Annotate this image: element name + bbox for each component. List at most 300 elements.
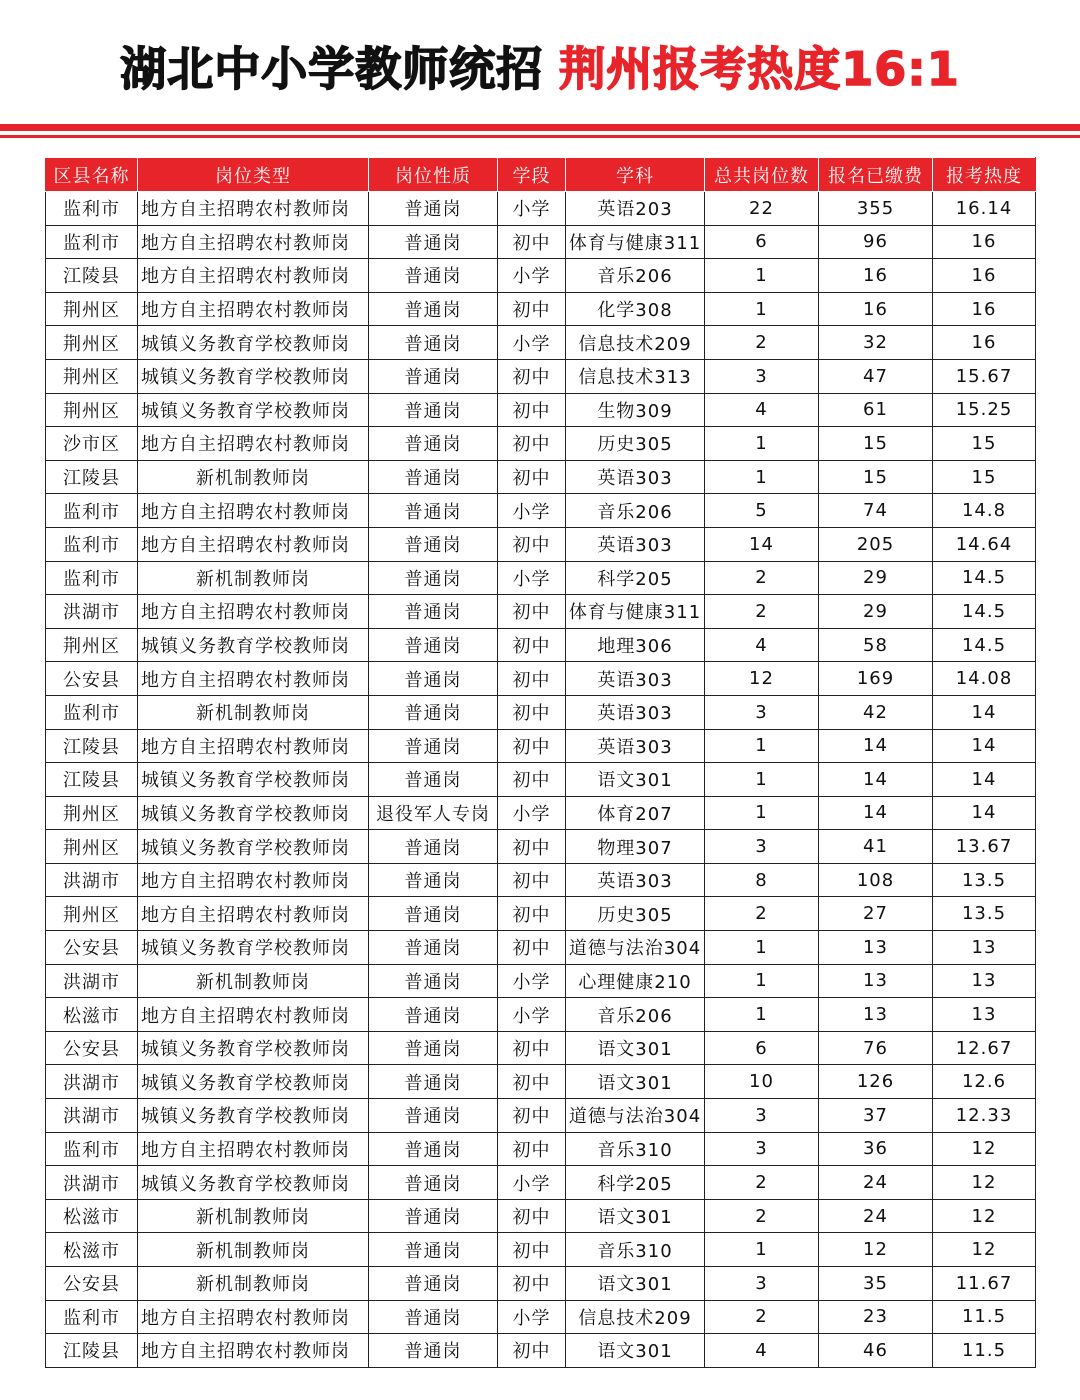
cell-paid-registrations: 23 (819, 1300, 933, 1334)
cell-position-type: 地方自主招聘农村教师岗 (138, 863, 369, 897)
column-header-district: 区县名称 (46, 158, 138, 192)
cell-district: 洪湖市 (46, 1166, 138, 1200)
cell-subject: 体育207 (566, 796, 705, 830)
cell-district: 荆州区 (46, 393, 138, 427)
cell-subject: 英语303 (566, 662, 705, 696)
cell-position-nature: 普通岗 (369, 897, 498, 931)
cell-school-level: 初中 (498, 527, 566, 561)
cell-position-type: 地方自主招聘农村教师岗 (138, 527, 369, 561)
cell-total-positions: 14 (705, 527, 819, 561)
cell-position-nature: 退役军人专岗 (369, 796, 498, 830)
column-header-total-positions: 总共岗位数 (705, 158, 819, 192)
cell-total-positions: 2 (705, 326, 819, 360)
cell-paid-registrations: 24 (819, 1199, 933, 1233)
cell-position-type: 城镇义务教育学校教师岗 (138, 931, 369, 965)
table-row (46, 628, 1036, 662)
cell-position-nature: 普通岗 (369, 393, 498, 427)
cell-district: 洪湖市 (46, 1099, 138, 1133)
table-row (46, 830, 1036, 864)
cell-total-positions: 2 (705, 1166, 819, 1200)
cell-paid-registrations: 96 (819, 225, 933, 259)
cell-district: 监利市 (46, 1132, 138, 1166)
table-row (46, 1300, 1036, 1334)
cell-subject: 道德与法治304 (566, 1099, 705, 1133)
cell-total-positions: 3 (705, 1099, 819, 1133)
cell-paid-registrations: 13 (819, 964, 933, 998)
table-row (46, 259, 1036, 293)
table-row (46, 359, 1036, 393)
cell-district: 监利市 (46, 561, 138, 595)
cell-application-ratio: 16 (933, 292, 1036, 326)
cell-position-type: 地方自主招聘农村教师岗 (138, 292, 369, 326)
cell-paid-registrations: 13 (819, 931, 933, 965)
cell-school-level: 初中 (498, 931, 566, 965)
cell-position-type: 地方自主招聘农村教师岗 (138, 662, 369, 696)
cell-position-type: 新机制教师岗 (138, 460, 369, 494)
recruitment-table (45, 157, 1036, 1368)
cell-school-level: 小学 (498, 561, 566, 595)
cell-district: 松滋市 (46, 998, 138, 1032)
cell-subject: 英语303 (566, 695, 705, 729)
cell-school-level: 初中 (498, 1334, 566, 1368)
cell-school-level: 小学 (498, 964, 566, 998)
cell-district: 洪湖市 (46, 964, 138, 998)
cell-application-ratio: 16.14 (933, 192, 1036, 226)
page-title (0, 34, 1080, 104)
cell-subject: 科学205 (566, 561, 705, 595)
cell-application-ratio: 13.67 (933, 830, 1036, 864)
cell-subject: 体育与健康311 (566, 595, 705, 629)
cell-paid-registrations: 74 (819, 494, 933, 528)
cell-position-nature: 普通岗 (369, 964, 498, 998)
table-header-row (46, 158, 1036, 192)
cell-paid-registrations: 13 (819, 998, 933, 1032)
cell-position-nature: 普通岗 (369, 1065, 498, 1099)
cell-subject: 语文301 (566, 1065, 705, 1099)
cell-position-nature: 普通岗 (369, 494, 498, 528)
cell-total-positions: 4 (705, 393, 819, 427)
table-row (46, 1233, 1036, 1267)
cell-position-type: 地方自主招聘农村教师岗 (138, 595, 369, 629)
table-row (46, 931, 1036, 965)
cell-application-ratio: 11.5 (933, 1300, 1036, 1334)
cell-subject: 语文301 (566, 1334, 705, 1368)
cell-position-nature: 普通岗 (369, 1132, 498, 1166)
cell-position-type: 新机制教师岗 (138, 964, 369, 998)
table-body (46, 192, 1036, 1368)
cell-position-nature: 普通岗 (369, 460, 498, 494)
cell-application-ratio: 14.5 (933, 628, 1036, 662)
cell-school-level: 初中 (498, 1199, 566, 1233)
cell-position-type: 城镇义务教育学校教师岗 (138, 359, 369, 393)
cell-paid-registrations: 37 (819, 1099, 933, 1133)
cell-position-nature: 普通岗 (369, 326, 498, 360)
cell-school-level: 初中 (498, 1031, 566, 1065)
cell-application-ratio: 16 (933, 326, 1036, 360)
cell-position-nature: 普通岗 (369, 729, 498, 763)
cell-position-type: 城镇义务教育学校教师岗 (138, 796, 369, 830)
cell-school-level: 初中 (498, 662, 566, 696)
cell-school-level: 初中 (498, 729, 566, 763)
cell-application-ratio: 13 (933, 998, 1036, 1032)
cell-school-level: 初中 (498, 427, 566, 461)
cell-application-ratio: 15.67 (933, 359, 1036, 393)
table-row (46, 1166, 1036, 1200)
cell-paid-registrations: 76 (819, 1031, 933, 1065)
table-row (46, 1065, 1036, 1099)
cell-application-ratio: 12.67 (933, 1031, 1036, 1065)
cell-district: 公安县 (46, 1031, 138, 1065)
cell-position-type: 城镇义务教育学校教师岗 (138, 763, 369, 797)
cell-subject: 语文301 (566, 1199, 705, 1233)
cell-district: 荆州区 (46, 628, 138, 662)
cell-paid-registrations: 14 (819, 763, 933, 797)
cell-subject: 历史305 (566, 897, 705, 931)
table-row (46, 1267, 1036, 1301)
cell-total-positions: 3 (705, 695, 819, 729)
cell-total-positions: 6 (705, 225, 819, 259)
cell-application-ratio: 14.64 (933, 527, 1036, 561)
table-row (46, 595, 1036, 629)
cell-district: 监利市 (46, 1300, 138, 1334)
cell-application-ratio: 15 (933, 460, 1036, 494)
cell-paid-registrations: 61 (819, 393, 933, 427)
table-row (46, 796, 1036, 830)
cell-paid-registrations: 108 (819, 863, 933, 897)
cell-position-nature: 普通岗 (369, 595, 498, 629)
cell-total-positions: 4 (705, 628, 819, 662)
cell-position-type: 地方自主招聘农村教师岗 (138, 998, 369, 1032)
cell-position-type: 新机制教师岗 (138, 695, 369, 729)
cell-district: 江陵县 (46, 460, 138, 494)
cell-application-ratio: 11.5 (933, 1334, 1036, 1368)
cell-district: 公安县 (46, 931, 138, 965)
cell-position-type: 城镇义务教育学校教师岗 (138, 830, 369, 864)
cell-school-level: 初中 (498, 863, 566, 897)
table-row (46, 1334, 1036, 1368)
cell-subject: 英语203 (566, 192, 705, 226)
cell-district: 公安县 (46, 662, 138, 696)
table-row (46, 662, 1036, 696)
cell-district: 监利市 (46, 527, 138, 561)
cell-application-ratio: 12.33 (933, 1099, 1036, 1133)
cell-total-positions: 2 (705, 561, 819, 595)
table-row (46, 527, 1036, 561)
cell-paid-registrations: 42 (819, 695, 933, 729)
cell-total-positions: 1 (705, 763, 819, 797)
column-header-position-nature: 岗位性质 (369, 158, 498, 192)
cell-position-nature: 普通岗 (369, 225, 498, 259)
cell-subject: 英语303 (566, 863, 705, 897)
cell-total-positions: 2 (705, 595, 819, 629)
table-row (46, 897, 1036, 931)
cell-district: 监利市 (46, 225, 138, 259)
column-header-application-ratio: 报考热度 (933, 158, 1036, 192)
cell-school-level: 小学 (498, 1300, 566, 1334)
table-row (46, 1199, 1036, 1233)
cell-application-ratio: 15 (933, 427, 1036, 461)
cell-total-positions: 1 (705, 259, 819, 293)
cell-paid-registrations: 29 (819, 595, 933, 629)
table-row (46, 292, 1036, 326)
cell-paid-registrations: 14 (819, 796, 933, 830)
cell-application-ratio: 14 (933, 763, 1036, 797)
cell-position-nature: 普通岗 (369, 561, 498, 595)
cell-school-level: 初中 (498, 1132, 566, 1166)
cell-position-nature: 普通岗 (369, 1166, 498, 1200)
cell-school-level: 初中 (498, 292, 566, 326)
table-row (46, 393, 1036, 427)
cell-school-level: 初中 (498, 1233, 566, 1267)
table-row (46, 1031, 1036, 1065)
cell-position-nature: 普通岗 (369, 192, 498, 226)
cell-district: 松滋市 (46, 1233, 138, 1267)
table-row (46, 964, 1036, 998)
cell-district: 荆州区 (46, 359, 138, 393)
cell-position-type: 地方自主招聘农村教师岗 (138, 192, 369, 226)
cell-position-type: 地方自主招聘农村教师岗 (138, 1300, 369, 1334)
cell-application-ratio: 14.5 (933, 561, 1036, 595)
cell-subject: 信息技术313 (566, 359, 705, 393)
cell-district: 公安县 (46, 1267, 138, 1301)
cell-application-ratio: 12.6 (933, 1065, 1036, 1099)
cell-position-nature: 普通岗 (369, 662, 498, 696)
cell-paid-registrations: 36 (819, 1132, 933, 1166)
cell-school-level: 初中 (498, 595, 566, 629)
cell-district: 江陵县 (46, 259, 138, 293)
cell-subject: 化学308 (566, 292, 705, 326)
cell-position-type: 地方自主招聘农村教师岗 (138, 494, 369, 528)
cell-school-level: 初中 (498, 763, 566, 797)
cell-paid-registrations: 15 (819, 427, 933, 461)
cell-subject: 音乐206 (566, 494, 705, 528)
cell-position-type: 城镇义务教育学校教师岗 (138, 1065, 369, 1099)
cell-school-level: 初中 (498, 225, 566, 259)
table-row (46, 763, 1036, 797)
cell-application-ratio: 11.67 (933, 1267, 1036, 1301)
cell-position-type: 城镇义务教育学校教师岗 (138, 1166, 369, 1200)
cell-school-level: 初中 (498, 393, 566, 427)
cell-paid-registrations: 16 (819, 292, 933, 326)
cell-school-level: 小学 (498, 192, 566, 226)
cell-paid-registrations: 355 (819, 192, 933, 226)
column-header-position-type: 岗位类型 (138, 158, 369, 192)
cell-subject: 语文301 (566, 1031, 705, 1065)
cell-position-nature: 普通岗 (369, 1300, 498, 1334)
cell-total-positions: 1 (705, 1233, 819, 1267)
cell-position-type: 地方自主招聘农村教师岗 (138, 1334, 369, 1368)
cell-paid-registrations: 16 (819, 259, 933, 293)
cell-paid-registrations: 46 (819, 1334, 933, 1368)
cell-school-level: 小学 (498, 998, 566, 1032)
cell-district: 洪湖市 (46, 1065, 138, 1099)
cell-school-level: 小学 (498, 1166, 566, 1200)
cell-school-level: 初中 (498, 1099, 566, 1133)
table-row (46, 427, 1036, 461)
cell-position-type: 地方自主招聘农村教师岗 (138, 729, 369, 763)
cell-paid-registrations: 29 (819, 561, 933, 595)
cell-district: 洪湖市 (46, 595, 138, 629)
cell-application-ratio: 14 (933, 695, 1036, 729)
table-row (46, 1099, 1036, 1133)
cell-position-nature: 普通岗 (369, 292, 498, 326)
cell-position-nature: 普通岗 (369, 763, 498, 797)
cell-position-type: 新机制教师岗 (138, 1233, 369, 1267)
cell-position-type: 城镇义务教育学校教师岗 (138, 1031, 369, 1065)
cell-application-ratio: 15.25 (933, 393, 1036, 427)
cell-subject: 道德与法治304 (566, 931, 705, 965)
cell-application-ratio: 14.08 (933, 662, 1036, 696)
cell-position-nature: 普通岗 (369, 527, 498, 561)
cell-position-nature: 普通岗 (369, 628, 498, 662)
cell-district: 荆州区 (46, 830, 138, 864)
cell-position-nature: 普通岗 (369, 1099, 498, 1133)
cell-district: 松滋市 (46, 1199, 138, 1233)
cell-district: 荆州区 (46, 326, 138, 360)
cell-district: 荆州区 (46, 796, 138, 830)
cell-total-positions: 1 (705, 460, 819, 494)
cell-subject: 信息技术209 (566, 1300, 705, 1334)
cell-school-level: 初中 (498, 628, 566, 662)
cell-school-level: 小学 (498, 326, 566, 360)
cell-subject: 信息技术209 (566, 326, 705, 360)
cell-total-positions: 6 (705, 1031, 819, 1065)
cell-application-ratio: 13.5 (933, 897, 1036, 931)
cell-subject: 科学205 (566, 1166, 705, 1200)
cell-paid-registrations: 169 (819, 662, 933, 696)
cell-paid-registrations: 47 (819, 359, 933, 393)
cell-district: 江陵县 (46, 729, 138, 763)
cell-paid-registrations: 58 (819, 628, 933, 662)
cell-application-ratio: 13.5 (933, 863, 1036, 897)
table-row (46, 1132, 1036, 1166)
cell-school-level: 初中 (498, 359, 566, 393)
cell-paid-registrations: 205 (819, 527, 933, 561)
cell-position-type: 新机制教师岗 (138, 561, 369, 595)
table-row (46, 326, 1036, 360)
cell-total-positions: 4 (705, 1334, 819, 1368)
cell-total-positions: 2 (705, 1300, 819, 1334)
column-header-paid-registrations: 报名已缴费 (819, 158, 933, 192)
cell-total-positions: 3 (705, 1267, 819, 1301)
cell-position-nature: 普通岗 (369, 931, 498, 965)
table-row (46, 494, 1036, 528)
cell-district: 洪湖市 (46, 863, 138, 897)
cell-position-nature: 普通岗 (369, 1267, 498, 1301)
cell-position-type: 城镇义务教育学校教师岗 (138, 326, 369, 360)
cell-total-positions: 5 (705, 494, 819, 528)
cell-paid-registrations: 15 (819, 460, 933, 494)
table-row (46, 729, 1036, 763)
cell-district: 监利市 (46, 695, 138, 729)
cell-school-level: 初中 (498, 830, 566, 864)
cell-position-nature: 普通岗 (369, 695, 498, 729)
cell-position-nature: 普通岗 (369, 427, 498, 461)
cell-position-nature: 普通岗 (369, 359, 498, 393)
cell-position-nature: 普通岗 (369, 1334, 498, 1368)
cell-total-positions: 12 (705, 662, 819, 696)
cell-position-type: 地方自主招聘农村教师岗 (138, 897, 369, 931)
cell-total-positions: 3 (705, 830, 819, 864)
cell-school-level: 初中 (498, 1267, 566, 1301)
cell-school-level: 小学 (498, 796, 566, 830)
cell-application-ratio: 13 (933, 964, 1036, 998)
cell-school-level: 初中 (498, 460, 566, 494)
cell-subject: 物理307 (566, 830, 705, 864)
cell-total-positions: 2 (705, 897, 819, 931)
cell-total-positions: 1 (705, 964, 819, 998)
table-row (46, 561, 1036, 595)
cell-position-nature: 普通岗 (369, 1199, 498, 1233)
cell-position-nature: 普通岗 (369, 1031, 498, 1065)
table-row (46, 998, 1036, 1032)
cell-total-positions: 3 (705, 359, 819, 393)
cell-application-ratio: 14.5 (933, 595, 1036, 629)
cell-school-level: 小学 (498, 494, 566, 528)
cell-position-nature: 普通岗 (369, 830, 498, 864)
column-header-school-level: 学段 (498, 158, 566, 192)
cell-subject: 音乐310 (566, 1233, 705, 1267)
table-row (46, 863, 1036, 897)
cell-school-level: 小学 (498, 259, 566, 293)
cell-subject: 心理健康210 (566, 964, 705, 998)
cell-application-ratio: 13 (933, 931, 1036, 965)
cell-subject: 英语303 (566, 729, 705, 763)
cell-position-type: 城镇义务教育学校教师岗 (138, 393, 369, 427)
cell-district: 荆州区 (46, 292, 138, 326)
cell-total-positions: 10 (705, 1065, 819, 1099)
cell-total-positions: 1 (705, 796, 819, 830)
cell-school-level: 初中 (498, 1065, 566, 1099)
cell-district: 荆州区 (46, 897, 138, 931)
table-row (46, 695, 1036, 729)
cell-position-type: 地方自主招聘农村教师岗 (138, 1132, 369, 1166)
cell-position-type: 地方自主招聘农村教师岗 (138, 259, 369, 293)
cell-paid-registrations: 14 (819, 729, 933, 763)
cell-paid-registrations: 126 (819, 1065, 933, 1099)
cell-paid-registrations: 24 (819, 1166, 933, 1200)
cell-subject: 历史305 (566, 427, 705, 461)
cell-subject: 英语303 (566, 460, 705, 494)
cell-district: 监利市 (46, 494, 138, 528)
cell-paid-registrations: 32 (819, 326, 933, 360)
cell-position-nature: 普通岗 (369, 863, 498, 897)
cell-position-type: 地方自主招聘农村教师岗 (138, 427, 369, 461)
table-row (46, 460, 1036, 494)
cell-subject: 音乐206 (566, 259, 705, 293)
cell-total-positions: 8 (705, 863, 819, 897)
cell-total-positions: 22 (705, 192, 819, 226)
cell-position-nature: 普通岗 (369, 1233, 498, 1267)
cell-paid-registrations: 27 (819, 897, 933, 931)
cell-subject: 音乐310 (566, 1132, 705, 1166)
cell-total-positions: 1 (705, 292, 819, 326)
cell-application-ratio: 16 (933, 225, 1036, 259)
title-part-black: 湖北中小学教师统招 (120, 42, 544, 96)
cell-application-ratio: 12 (933, 1132, 1036, 1166)
cell-position-nature: 普通岗 (369, 259, 498, 293)
cell-position-type: 新机制教师岗 (138, 1267, 369, 1301)
cell-position-type: 城镇义务教育学校教师岗 (138, 1099, 369, 1133)
cell-total-positions: 3 (705, 1132, 819, 1166)
cell-subject: 生物309 (566, 393, 705, 427)
cell-application-ratio: 14 (933, 796, 1036, 830)
cell-total-positions: 1 (705, 931, 819, 965)
cell-application-ratio: 12 (933, 1166, 1036, 1200)
table-row (46, 225, 1036, 259)
cell-application-ratio: 16 (933, 259, 1036, 293)
cell-district: 监利市 (46, 192, 138, 226)
